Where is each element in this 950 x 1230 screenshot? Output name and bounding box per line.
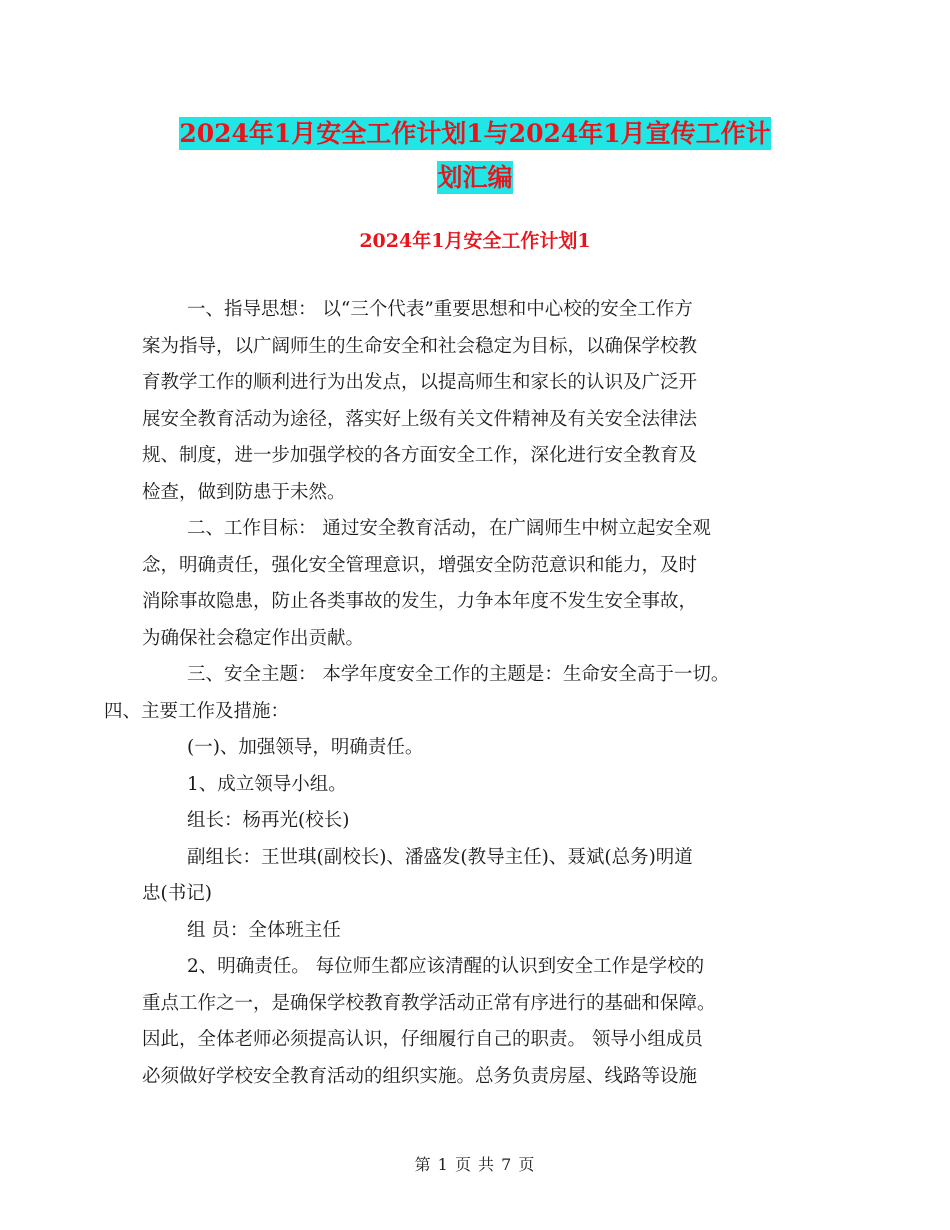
paragraph-line: 1、成立领导小组。 [187,773,347,795]
paragraph-line: 必须做好学校安全教育活动的组织实施。总务负责房屋、线路等设施 [142,1065,698,1087]
paragraph-line: 组长：杨再光(校长) [187,810,350,831]
paragraph-line: 一、指导思想： 以“三个代表”重要思想和中心校的安全工作方 [187,299,693,320]
paragraph-line: 四、主要工作及措施： [104,700,290,722]
paragraph-line: 三、安全主题： 本学年度安全工作的主题是：生命安全高于一切。 [187,664,730,685]
section-title: 2024年1月安全工作计划1 [359,230,591,252]
paragraph-line: 检查，做到防患于未然。 [142,481,346,503]
document-title-line-2 [0,158,950,194]
paragraph-line: 案为指导，以广阔师生的生命安全和社会稳定为目标，以确保学校教 [142,335,698,357]
paragraph-line: 念，明确责任，强化安全管理意识，增强安全防范意识和能力，及时 [142,554,698,576]
paragraph-line: 因此，全体老师必须提高认识，仔细履行自己的职责。 领导小组成员 [142,1029,703,1050]
paragraph-line: 为确保社会稳定作出贡献。 [142,627,365,649]
paragraph-line: 消除事故隐患，防止各类事故的发生，力争本年度不发生安全事故， [142,591,698,612]
paragraph-line: 2、明确责任。 每位师生都应该清醒的认识到安全工作是学校的 [187,956,705,977]
paragraph-line: 规、制度，进一步加强学校的各方面安全工作，深化进行安全教育及 [142,445,698,466]
document-title-text-2: 划汇编 [437,163,513,192]
page-footer: 第 1 页 共 7 页 [414,1155,536,1174]
document-body [104,292,822,1095]
paragraph-line: 重点工作之一，是确保学校教育教学活动正常有序进行的基础和保障。 [142,992,716,1014]
paragraph-line: 育教学工作的顺利进行为出发点，以提高师生和家长的认识及广泛开 [142,372,698,393]
paragraph-line: 副组长：王世琪(副校长)、潘盛发(教导主任)、聂斌(总务)明道 [187,846,693,868]
paragraph-line: 忠(书记) [142,883,212,904]
paragraph-line: 组 员：全体班主任 [187,919,341,941]
document-title-line-1 [0,114,950,150]
paragraph-line: 二、工作目标： 通过安全教育活动，在广阔师生中树立起安全观 [187,518,711,539]
paragraph-line: (一)、加强领导，明确责任。 [187,737,424,758]
document-title-text-1: 2024年1月安全工作计划1与2024年1月宣传工作计 [179,119,771,148]
paragraph-line: 展安全教育活动为途径，落实好上级有关文件精神及有关安全法律法 [142,408,698,430]
